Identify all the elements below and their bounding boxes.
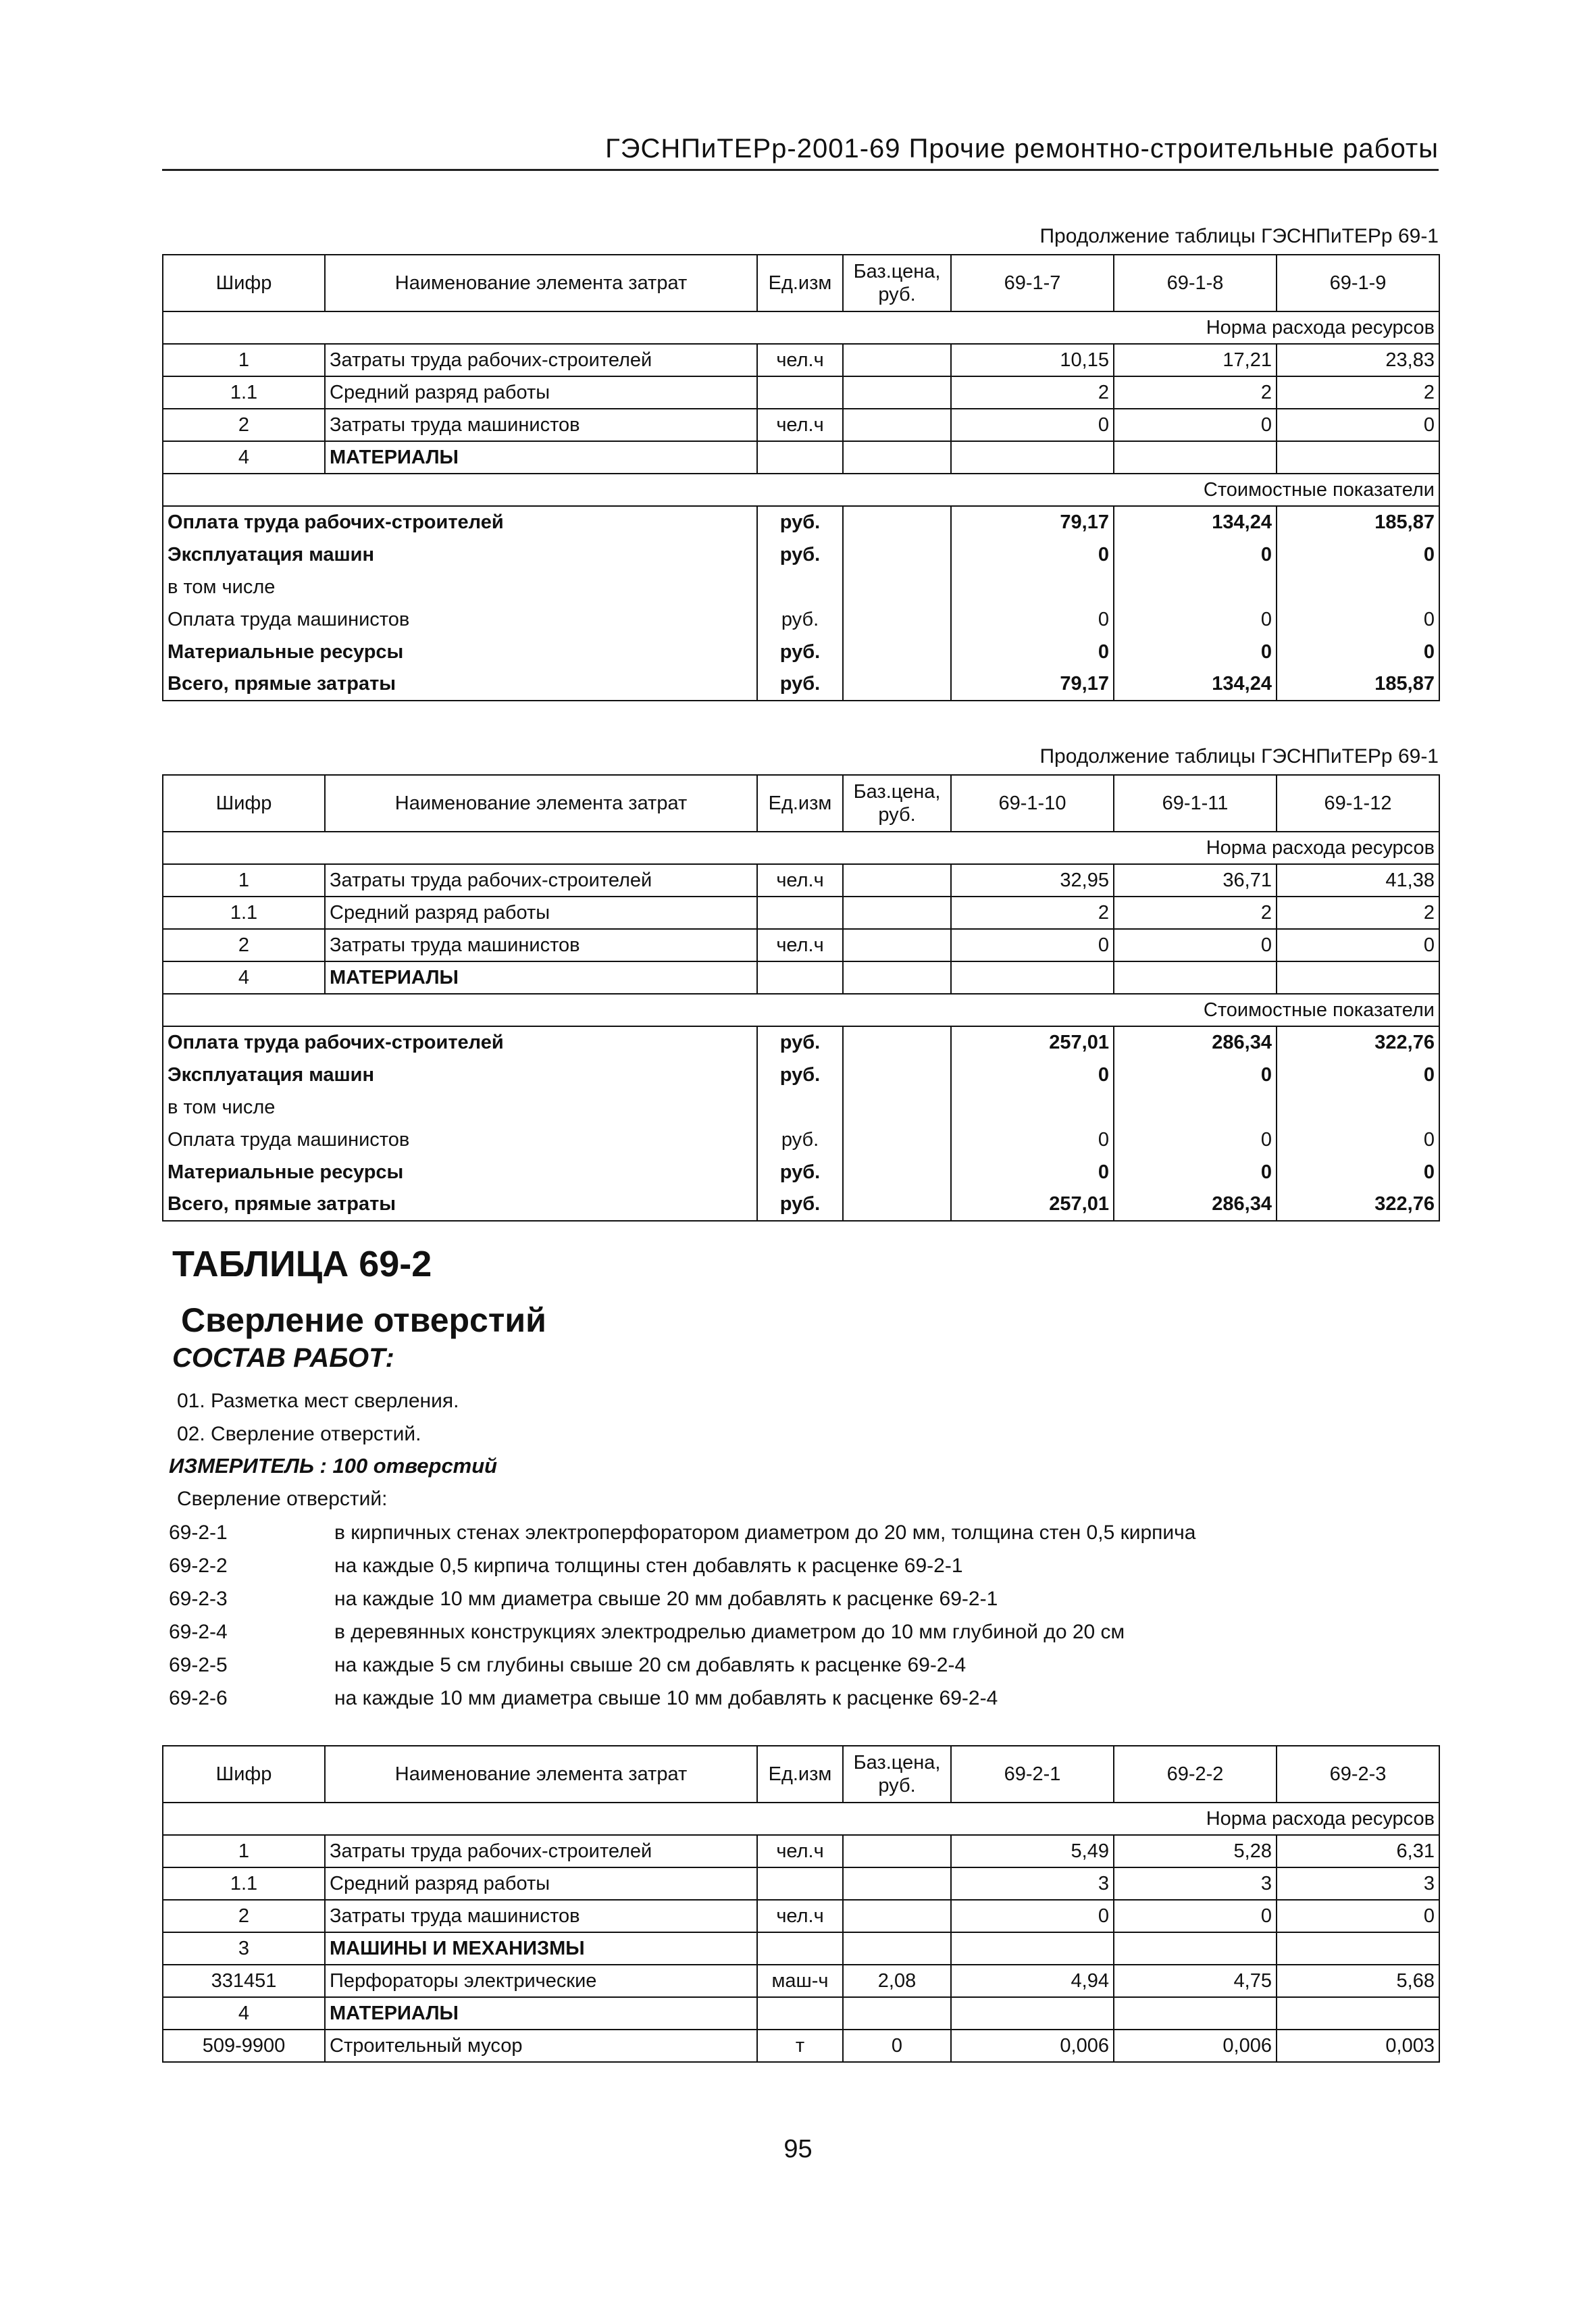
cost-row-value: 0 bbox=[1277, 636, 1439, 668]
row-code: 2 bbox=[163, 929, 325, 961]
row-price bbox=[843, 376, 951, 409]
table-row bbox=[163, 1932, 1439, 1965]
col-header-code: Шифр bbox=[163, 775, 325, 832]
cost-row-name: Всего, прямые затраты bbox=[163, 668, 757, 701]
cost-row-name: Эксплуатация машин bbox=[163, 1059, 757, 1091]
table-row bbox=[163, 2030, 1439, 2062]
cost-row-value: 0 bbox=[951, 538, 1114, 571]
row-unit: чел.ч bbox=[757, 1900, 843, 1932]
norms-section-label: Норма расхода ресурсов bbox=[163, 832, 1439, 864]
rate-code: 69-2-3 bbox=[169, 1588, 228, 1610]
cost-row-name: Оплата труда рабочих-строителей bbox=[163, 506, 757, 538]
row-price bbox=[843, 1900, 951, 1932]
cost-row-value: 0 bbox=[1277, 603, 1439, 636]
cost-row bbox=[163, 1059, 1439, 1091]
row-value: 6,31 bbox=[1277, 1835, 1439, 1867]
row-name: МАШИНЫ И МЕХАНИЗМЫ bbox=[325, 1932, 757, 1965]
rate-code: 69-2-4 bbox=[169, 1621, 228, 1643]
col-header-price-line: Баз.цена, bbox=[853, 261, 941, 282]
cost-row bbox=[163, 636, 1439, 668]
row-value bbox=[1277, 961, 1439, 994]
header-rule bbox=[162, 169, 1439, 171]
cost-row-unit: руб. bbox=[757, 1188, 843, 1221]
cost-row-price bbox=[843, 603, 951, 636]
cost-row-value: 134,24 bbox=[1114, 668, 1277, 701]
cost-row-price bbox=[843, 1091, 951, 1124]
cost-row-price bbox=[843, 636, 951, 668]
rate-description: в кирпичных стенах электроперфоратором диаметром до 20 мм, толщина стен 0,5 кирпича bbox=[334, 1521, 1196, 1544]
rate-code: 69-2-6 bbox=[169, 1687, 228, 1709]
table-row bbox=[163, 1867, 1439, 1900]
row-unit bbox=[757, 961, 843, 994]
cost-row-unit bbox=[757, 1091, 843, 1124]
cost-row-value bbox=[951, 1091, 1114, 1124]
table-row bbox=[163, 1997, 1439, 2030]
cost-row-name: в том числе bbox=[163, 1091, 757, 1124]
row-value: 0 bbox=[1114, 929, 1277, 961]
row-value: 23,83 bbox=[1277, 344, 1439, 376]
row-name: МАТЕРИАЛЫ bbox=[325, 961, 757, 994]
row-unit bbox=[757, 1997, 843, 2030]
cost-row-price bbox=[843, 1124, 951, 1156]
row-value bbox=[1114, 1997, 1277, 2030]
table-row bbox=[163, 1900, 1439, 1932]
rate-description: на каждые 5 см глубины свыше 20 см добавлять к расценке 69-2-4 bbox=[334, 1654, 967, 1676]
row-value: 32,95 bbox=[951, 864, 1114, 897]
cost-row-value bbox=[951, 571, 1114, 603]
cost-row-name: Всего, прямые затраты bbox=[163, 1188, 757, 1221]
row-price bbox=[843, 897, 951, 929]
cost-row bbox=[163, 668, 1439, 701]
cost-row-value: 0 bbox=[1277, 1124, 1439, 1156]
cost-row-unit bbox=[757, 571, 843, 603]
col-header-name: Наименование элемента затрат bbox=[325, 255, 757, 311]
row-value: 2 bbox=[1277, 897, 1439, 929]
row-value: 3 bbox=[951, 1867, 1114, 1900]
table2 bbox=[162, 774, 1440, 1222]
table-row bbox=[163, 961, 1439, 994]
col-header-price-line: Баз.цена, bbox=[853, 1752, 941, 1774]
cost-row-unit: руб. bbox=[757, 1059, 843, 1091]
row-code: 2 bbox=[163, 409, 325, 441]
row-value: 2 bbox=[1277, 376, 1439, 409]
cost-row-price bbox=[843, 1156, 951, 1188]
row-price bbox=[843, 1932, 951, 1965]
col-header-rate-code: 69-2-1 bbox=[951, 1746, 1114, 1803]
row-name: МАТЕРИАЛЫ bbox=[325, 1997, 757, 2030]
row-value bbox=[951, 961, 1114, 994]
row-value bbox=[1277, 441, 1439, 474]
cost-row bbox=[163, 1091, 1439, 1124]
cost-row-price bbox=[843, 1059, 951, 1091]
table-row bbox=[163, 344, 1439, 376]
row-value: 0 bbox=[1277, 409, 1439, 441]
cost-row-value bbox=[1277, 571, 1439, 603]
table-title: ТАБЛИЦА 69-2 bbox=[172, 1244, 432, 1284]
row-value: 2 bbox=[951, 897, 1114, 929]
row-value: 0 bbox=[1277, 1900, 1439, 1932]
row-value bbox=[1277, 1932, 1439, 1965]
col-header-code: Шифр bbox=[163, 1746, 325, 1803]
cost-row-value: 257,01 bbox=[951, 1026, 1114, 1059]
work-heading: СОСТАВ РАБОТ: bbox=[172, 1343, 394, 1373]
row-name: Средний разряд работы bbox=[325, 1867, 757, 1900]
row-unit bbox=[757, 1932, 843, 1965]
row-unit: чел.ч bbox=[757, 929, 843, 961]
row-value: 3 bbox=[1114, 1867, 1277, 1900]
row-name: Средний разряд работы bbox=[325, 897, 757, 929]
row-value bbox=[1114, 961, 1277, 994]
row-value bbox=[951, 1932, 1114, 1965]
col-header-price bbox=[843, 775, 951, 832]
cost-row bbox=[163, 1026, 1439, 1059]
cost-row-value: 286,34 bbox=[1114, 1188, 1277, 1221]
cost-row-unit: руб. bbox=[757, 506, 843, 538]
rate-code: 69-2-2 bbox=[169, 1555, 228, 1577]
row-value: 41,38 bbox=[1277, 864, 1439, 897]
row-code: 509-9900 bbox=[163, 2030, 325, 2062]
costs-section-label: Стоимостные показатели bbox=[163, 994, 1439, 1026]
cost-row-unit: руб. bbox=[757, 603, 843, 636]
norms-section-label: Норма расхода ресурсов bbox=[163, 311, 1439, 344]
cost-row-unit: руб. bbox=[757, 1124, 843, 1156]
cost-row bbox=[163, 506, 1439, 538]
row-value bbox=[1114, 441, 1277, 474]
table-row bbox=[163, 897, 1439, 929]
table2-continuation: Продолжение таблицы ГЭСНПиТЕРр 69-1 bbox=[1039, 745, 1439, 768]
norms-section-label: Норма расхода ресурсов bbox=[163, 1803, 1439, 1835]
cost-row bbox=[163, 538, 1439, 571]
cost-row-name: Оплата труда машинистов bbox=[163, 1124, 757, 1156]
row-code: 1.1 bbox=[163, 1867, 325, 1900]
cost-row-name: Оплата труда машинистов bbox=[163, 603, 757, 636]
col-header-rate-code: 69-1-8 bbox=[1114, 255, 1277, 311]
cost-row bbox=[163, 1188, 1439, 1221]
row-code: 4 bbox=[163, 441, 325, 474]
cost-row-value: 0 bbox=[1277, 538, 1439, 571]
row-price bbox=[843, 1997, 951, 2030]
row-unit: чел.ч bbox=[757, 1835, 843, 1867]
row-code: 1.1 bbox=[163, 897, 325, 929]
row-value: 17,21 bbox=[1114, 344, 1277, 376]
cost-row bbox=[163, 1156, 1439, 1188]
row-price bbox=[843, 1867, 951, 1900]
col-header-name: Наименование элемента затрат bbox=[325, 1746, 757, 1803]
cost-row bbox=[163, 603, 1439, 636]
col-header-price-line: руб. bbox=[878, 804, 916, 826]
row-value: 0 bbox=[951, 929, 1114, 961]
cost-row-unit: руб. bbox=[757, 668, 843, 701]
row-value: 0 bbox=[951, 409, 1114, 441]
cost-row-price bbox=[843, 668, 951, 701]
row-value: 0 bbox=[1114, 1900, 1277, 1932]
row-code: 4 bbox=[163, 961, 325, 994]
work-step: 02. Сверление отверстий. bbox=[177, 1423, 421, 1445]
row-price bbox=[843, 409, 951, 441]
rate-code: 69-2-1 bbox=[169, 1521, 228, 1544]
row-value: 2 bbox=[1114, 376, 1277, 409]
row-name: Средний разряд работы bbox=[325, 376, 757, 409]
row-unit bbox=[757, 1867, 843, 1900]
row-code: 331451 bbox=[163, 1965, 325, 1997]
row-price bbox=[843, 929, 951, 961]
cost-row-value: 0 bbox=[951, 1156, 1114, 1188]
cost-row bbox=[163, 571, 1439, 603]
cost-row-value: 0 bbox=[1114, 538, 1277, 571]
col-header-rate-code: 69-1-11 bbox=[1114, 775, 1277, 832]
cost-row-value: 257,01 bbox=[951, 1188, 1114, 1221]
running-header: ГЭСНПиТЕРр-2001-69 Прочие ремонтно-строительные работы bbox=[605, 134, 1439, 164]
cost-row-value: 322,76 bbox=[1277, 1026, 1439, 1059]
work-step: 01. Разметка мест сверления. bbox=[177, 1390, 459, 1412]
cost-row-unit: руб. bbox=[757, 1026, 843, 1059]
row-value: 0 bbox=[951, 1900, 1114, 1932]
cost-row-price bbox=[843, 1026, 951, 1059]
row-unit bbox=[757, 441, 843, 474]
cost-row-value: 0 bbox=[951, 1059, 1114, 1091]
col-header-unit: Ед.изм bbox=[757, 775, 843, 832]
rate-code: 69-2-5 bbox=[169, 1654, 228, 1676]
col-header-rate-code: 69-1-10 bbox=[951, 775, 1114, 832]
row-price bbox=[843, 1835, 951, 1867]
cost-row-value bbox=[1114, 571, 1277, 603]
cost-row-price bbox=[843, 571, 951, 603]
row-code: 4 bbox=[163, 1997, 325, 2030]
cost-row-value: 0 bbox=[1114, 1124, 1277, 1156]
row-price: 2,08 bbox=[843, 1965, 951, 1997]
row-name: Затраты труда рабочих-строителей bbox=[325, 1835, 757, 1867]
row-unit bbox=[757, 897, 843, 929]
table-row bbox=[163, 409, 1439, 441]
row-value: 0 bbox=[1114, 409, 1277, 441]
row-value: 10,15 bbox=[951, 344, 1114, 376]
row-name: Строительный мусор bbox=[325, 2030, 757, 2062]
col-header-rate-code: 69-2-2 bbox=[1114, 1746, 1277, 1803]
col-header-name: Наименование элемента затрат bbox=[325, 775, 757, 832]
row-value bbox=[951, 1997, 1114, 2030]
col-header-price-line: Баз.цена, bbox=[853, 781, 941, 803]
row-value: 5,28 bbox=[1114, 1835, 1277, 1867]
row-name: Затраты труда машинистов bbox=[325, 409, 757, 441]
items-intro: Сверление отверстий: bbox=[177, 1488, 388, 1510]
col-header-rate-code: 69-1-12 bbox=[1277, 775, 1439, 832]
row-code: 1.1 bbox=[163, 376, 325, 409]
row-name: Перфораторы электрические bbox=[325, 1965, 757, 1997]
cost-row-value: 0 bbox=[951, 603, 1114, 636]
row-price bbox=[843, 961, 951, 994]
row-name: Затраты труда машинистов bbox=[325, 1900, 757, 1932]
cost-row-value: 79,17 bbox=[951, 668, 1114, 701]
cost-row-name: Материальные ресурсы bbox=[163, 1156, 757, 1188]
row-price: 0 bbox=[843, 2030, 951, 2062]
cost-row-value: 286,34 bbox=[1114, 1026, 1277, 1059]
col-header-rate-code: 69-1-9 bbox=[1277, 255, 1439, 311]
cost-row-price bbox=[843, 538, 951, 571]
col-header-rate-code: 69-1-7 bbox=[951, 255, 1114, 311]
row-value: 0,003 bbox=[1277, 2030, 1439, 2062]
row-code: 1 bbox=[163, 344, 325, 376]
cost-row-unit: руб. bbox=[757, 538, 843, 571]
cost-row-value: 0 bbox=[1114, 636, 1277, 668]
table-row bbox=[163, 1965, 1439, 1997]
row-name: Затраты труда рабочих-строителей bbox=[325, 344, 757, 376]
row-unit: чел.ч bbox=[757, 409, 843, 441]
row-price bbox=[843, 441, 951, 474]
table-row bbox=[163, 1835, 1439, 1867]
table1 bbox=[162, 254, 1440, 701]
rate-description: на каждые 0,5 кирпича толщины стен добавлять к расценке 69-2-1 bbox=[334, 1555, 963, 1577]
row-unit bbox=[757, 376, 843, 409]
row-price bbox=[843, 344, 951, 376]
cost-row-name: в том числе bbox=[163, 571, 757, 603]
cost-row-value: 0 bbox=[1277, 1156, 1439, 1188]
row-value: 4,75 bbox=[1114, 1965, 1277, 1997]
row-value bbox=[951, 441, 1114, 474]
cost-row-value: 0 bbox=[1277, 1059, 1439, 1091]
row-value: 0,006 bbox=[951, 2030, 1114, 2062]
row-value: 5,68 bbox=[1277, 1965, 1439, 1997]
col-header-unit: Ед.изм bbox=[757, 1746, 843, 1803]
row-unit: чел.ч bbox=[757, 344, 843, 376]
row-value: 2 bbox=[1114, 897, 1277, 929]
cost-row-unit: руб. bbox=[757, 1156, 843, 1188]
row-unit: т bbox=[757, 2030, 843, 2062]
table-row bbox=[163, 376, 1439, 409]
table-row bbox=[163, 864, 1439, 897]
row-value: 2 bbox=[951, 376, 1114, 409]
cost-row-name: Эксплуатация машин bbox=[163, 538, 757, 571]
row-price bbox=[843, 864, 951, 897]
row-value: 0 bbox=[1277, 929, 1439, 961]
page-number: 95 bbox=[783, 2135, 813, 2163]
col-header-unit: Ед.изм bbox=[757, 255, 843, 311]
section-subtitle: Сверление отверстий bbox=[181, 1301, 546, 1339]
row-value bbox=[1114, 1932, 1277, 1965]
col-header-price-line: руб. bbox=[878, 284, 916, 305]
costs-section-label: Стоимостные показатели bbox=[163, 474, 1439, 506]
col-header-code: Шифр bbox=[163, 255, 325, 311]
cost-row-price bbox=[843, 1188, 951, 1221]
table3 bbox=[162, 1745, 1440, 2063]
row-value: 3 bbox=[1277, 1867, 1439, 1900]
rate-description: на каждые 10 мм диаметра свыше 10 мм добавлять к расценке 69-2-4 bbox=[334, 1687, 998, 1709]
cost-row bbox=[163, 1124, 1439, 1156]
cost-row-value: 0 bbox=[951, 1124, 1114, 1156]
col-header-price bbox=[843, 255, 951, 311]
cost-row-name: Оплата труда рабочих-строителей bbox=[163, 1026, 757, 1059]
row-value: 36,71 bbox=[1114, 864, 1277, 897]
cost-row-value bbox=[1277, 1091, 1439, 1124]
row-code: 1 bbox=[163, 864, 325, 897]
cost-row-value bbox=[1114, 1091, 1277, 1124]
row-unit: чел.ч bbox=[757, 864, 843, 897]
table1-continuation: Продолжение таблицы ГЭСНПиТЕРр 69-1 bbox=[1039, 225, 1439, 247]
rate-description: в деревянных конструкциях электродрелью диаметром до 10 мм глубиной до 20 см bbox=[334, 1621, 1125, 1643]
cost-row-value: 79,17 bbox=[951, 506, 1114, 538]
cost-row-value: 134,24 bbox=[1114, 506, 1277, 538]
cost-row-value: 185,87 bbox=[1277, 668, 1439, 701]
cost-row-value: 0 bbox=[1114, 603, 1277, 636]
cost-row-value: 322,76 bbox=[1277, 1188, 1439, 1221]
measure-unit: ИЗМЕРИТЕЛЬ : 100 отверстий bbox=[169, 1454, 498, 1478]
rate-description: на каждые 10 мм диаметра свыше 20 мм добавлять к расценке 69-2-1 bbox=[334, 1588, 998, 1610]
cost-row-price bbox=[843, 506, 951, 538]
row-value bbox=[1277, 1997, 1439, 2030]
row-value: 5,49 bbox=[951, 1835, 1114, 1867]
cost-row-unit: руб. bbox=[757, 636, 843, 668]
col-header-rate-code: 69-2-3 bbox=[1277, 1746, 1439, 1803]
table-row bbox=[163, 441, 1439, 474]
row-name: МАТЕРИАЛЫ bbox=[325, 441, 757, 474]
cost-row-value: 0 bbox=[1114, 1059, 1277, 1091]
cost-row-value: 0 bbox=[1114, 1156, 1277, 1188]
row-unit: маш-ч bbox=[757, 1965, 843, 1997]
row-code: 3 bbox=[163, 1932, 325, 1965]
col-header-price bbox=[843, 1746, 951, 1803]
row-value: 4,94 bbox=[951, 1965, 1114, 1997]
row-code: 2 bbox=[163, 1900, 325, 1932]
cost-row-value: 185,87 bbox=[1277, 506, 1439, 538]
row-name: Затраты труда машинистов bbox=[325, 929, 757, 961]
row-value: 0,006 bbox=[1114, 2030, 1277, 2062]
row-code: 1 bbox=[163, 1835, 325, 1867]
cost-row-value: 0 bbox=[951, 636, 1114, 668]
cost-row-name: Материальные ресурсы bbox=[163, 636, 757, 668]
row-name: Затраты труда рабочих-строителей bbox=[325, 864, 757, 897]
table-row bbox=[163, 929, 1439, 961]
col-header-price-line: руб. bbox=[878, 1775, 916, 1796]
